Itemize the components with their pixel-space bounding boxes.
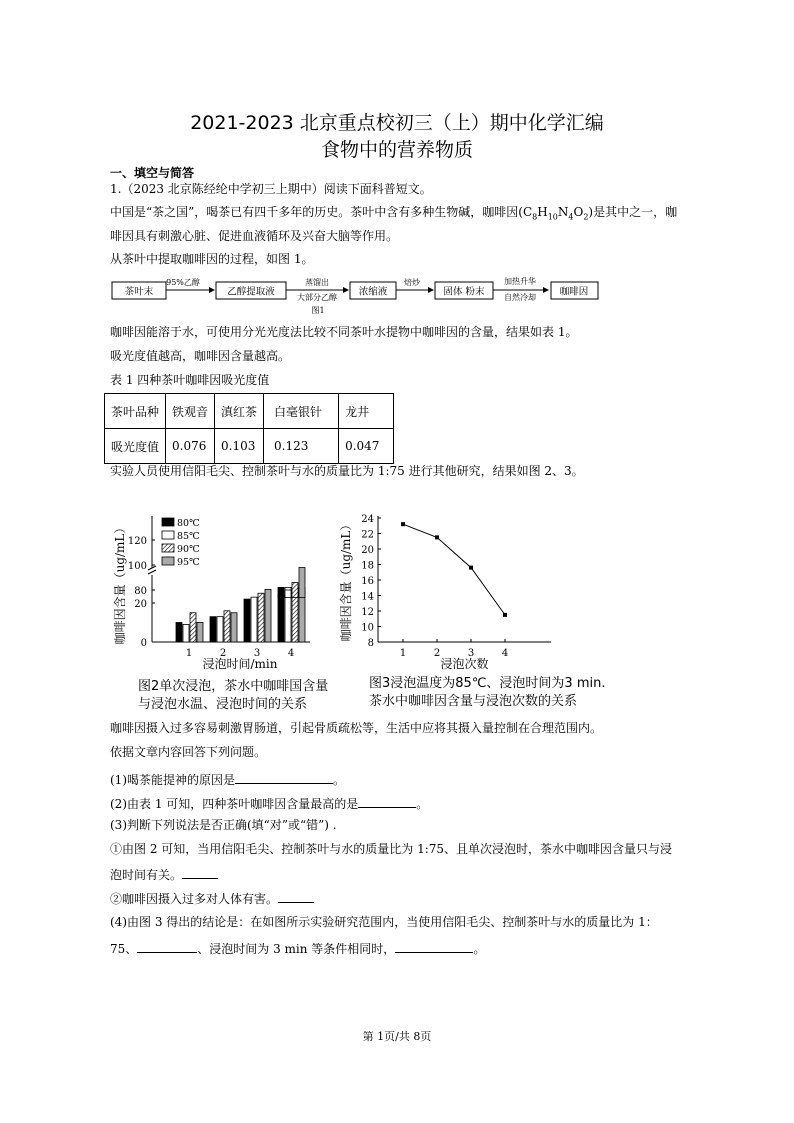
paragraph-1-line-1: 中国是“茶之国”，喝茶已有四千多年的历史。茶叶中含有多种生物碱，咖啡因$(C_8H_{10}N_4O_2)$是其中之一，咖 bbox=[110, 205, 678, 222]
bar bbox=[258, 593, 264, 642]
flow-arrow-2-top-label: 蒸馏出 bbox=[305, 278, 329, 287]
x-tick-label: 2 bbox=[433, 648, 441, 659]
bar bbox=[285, 590, 291, 598]
figure-2-caption-line-2: 与浸泡水温、浸泡时间的关系 bbox=[138, 697, 308, 712]
section-heading: 一、填空与简答 bbox=[110, 166, 195, 180]
table-caption: 表 1 四种茶叶咖啡因吸光度值 bbox=[110, 373, 270, 387]
table-cell: 0.047 bbox=[339, 429, 394, 464]
figure-2-bar-chart bbox=[110, 508, 320, 674]
flow-box-4-label: 固体 粉末 bbox=[443, 286, 485, 298]
flow-box-5-label: 咖啡因 bbox=[559, 286, 589, 298]
sub-question-3b: ②咖啡因摄入过多对人体有害。 bbox=[110, 890, 314, 906]
page-footer: 第 1页/共 8页 bbox=[362, 1030, 432, 1043]
y-tick-label: 80 bbox=[134, 586, 147, 597]
bar bbox=[183, 624, 189, 642]
sub-question-4-line-1: (4)由图 3 得出的结论是：在如图所示实验研究范围内，当使用信阳毛尖、控制茶叶与水的质量比为 1： bbox=[110, 915, 658, 929]
sub-question-3a-line-1: ①由图 2 可知，当用信阳毛尖、控制茶叶与水的质量比为 1:75、且单次浸泡时，茶水中咖啡因含量只与浸 bbox=[110, 842, 673, 856]
figure-3-caption-line-1: 图3浸泡温度为85℃、浸泡时间为3 min. bbox=[369, 676, 606, 691]
table-cell: 0.103 bbox=[215, 429, 264, 464]
y-tick-label: 20 bbox=[361, 545, 374, 556]
flow-arrow-2-bottom-label: 大部分乙醇 bbox=[297, 293, 337, 302]
question-intro: 1.（2023 北京陈经纶中学初三上期中）阅读下面科普短文。 bbox=[110, 182, 432, 196]
page-title: 2021-2023 北京重点校初三（上）期中化学汇编 bbox=[190, 112, 604, 134]
bar bbox=[292, 583, 298, 598]
sub-question-4-line-2: 75、 、浸泡时间为 3 min 等条件相同时， 。 bbox=[110, 942, 486, 956]
y-tick-label: 0 bbox=[140, 638, 147, 649]
paragraph-2: 从茶叶中提取咖啡因的过程，如图 1。 bbox=[110, 252, 314, 266]
data-point bbox=[469, 566, 473, 570]
paragraph-5: 实验人员使用信阳毛尖、控制茶叶与水的质量比为 1:75 进行其他研究，结果如图 2、3。 bbox=[110, 464, 584, 478]
bar bbox=[210, 617, 216, 642]
paragraph-1-line-2: 啡因具有刺激心脏、促进血液循环及兴奋大脑等作用。 bbox=[110, 229, 399, 243]
data-point bbox=[503, 613, 507, 617]
table-cell: 0.123 bbox=[264, 429, 339, 464]
flow-box-1-label: 茶叶末 bbox=[124, 286, 154, 298]
table-cell: 茶叶品种 bbox=[105, 394, 166, 429]
legend-label: 80℃ bbox=[177, 518, 200, 529]
table-cell: 滇红茶 bbox=[215, 394, 264, 429]
flow-arrow-4-top-label: 加热升华 bbox=[504, 277, 536, 286]
answer-blank-3b[interactable] bbox=[278, 890, 314, 903]
figure-3-line-chart bbox=[336, 508, 561, 674]
table-cell: 白毫银针 bbox=[264, 394, 339, 429]
sub-question-2: (2)由表 1 可知，四种茶叶咖啡因含量最高的是 。 bbox=[110, 797, 429, 811]
x-tick-label: 4 bbox=[287, 648, 295, 659]
figure-1-caption: 图1 bbox=[311, 306, 325, 315]
y-tick-label: 8 bbox=[367, 638, 374, 649]
x-tick-label: 2 bbox=[219, 648, 227, 659]
legend-swatch bbox=[162, 531, 174, 539]
flow-arrow-3-label: 焙炒 bbox=[404, 278, 420, 287]
legend-label: 85℃ bbox=[177, 531, 200, 542]
data-point bbox=[401, 522, 405, 526]
answer-blank-3a[interactable] bbox=[182, 866, 218, 879]
table-cell: 吸光度值 bbox=[105, 429, 166, 464]
y-axis-label: 咖啡因含量（ug/mL） bbox=[339, 518, 353, 642]
bar bbox=[251, 597, 257, 642]
bar bbox=[299, 568, 305, 598]
table-cell: 龙井 bbox=[339, 394, 394, 429]
answer-blank-2[interactable] bbox=[358, 795, 416, 808]
y-tick-label: 10 bbox=[361, 622, 374, 634]
x-axis-label: 浸泡次数 bbox=[440, 657, 489, 671]
x-tick-label: 3 bbox=[467, 648, 475, 659]
y-tick-label: 18 bbox=[361, 560, 374, 572]
flow-box-2-label: 乙醇提取液 bbox=[227, 286, 275, 298]
bar bbox=[217, 617, 223, 642]
figure-1-flow-diagram bbox=[108, 270, 608, 318]
x-tick-label: 3 bbox=[253, 648, 261, 659]
figure-2-caption-line-1: 图2单次浸泡，茶水中咖啡国含量 bbox=[138, 679, 329, 694]
paragraph-3: 咖啡因能溶于水，可使用分光光度法比较不同茶叶水提物中咖啡因的含量，结果如表 1。 bbox=[110, 325, 578, 339]
bar bbox=[244, 599, 250, 642]
paragraph-4: 吸光度值越高，咖啡因含量越高。 bbox=[110, 349, 291, 363]
legend-swatch bbox=[162, 518, 174, 526]
sub-question-3a-line-2: 泡时间有关。 bbox=[110, 866, 218, 882]
table-row bbox=[105, 394, 394, 429]
data-line bbox=[403, 524, 505, 615]
y-tick-label: 14 bbox=[361, 591, 374, 603]
legend-label: 90℃ bbox=[177, 544, 200, 555]
answer-blank-4b[interactable] bbox=[395, 940, 473, 953]
bar bbox=[176, 623, 182, 643]
table-row bbox=[105, 429, 394, 464]
sub-question-1: (1)喝茶能提神的原因是 。 bbox=[110, 773, 346, 787]
y-tick-label: 22 bbox=[361, 529, 374, 541]
bar bbox=[231, 613, 237, 642]
bar bbox=[265, 589, 271, 642]
bar bbox=[278, 595, 284, 598]
legend-swatch bbox=[162, 544, 174, 552]
page-subtitle: 食物中的营养物质 bbox=[320, 139, 473, 161]
data-point bbox=[435, 535, 439, 539]
table-cell: 铁观音 bbox=[166, 394, 215, 429]
flow-arrow-1-label: 95%乙醇 bbox=[166, 278, 200, 287]
y-tick-label: 20 bbox=[134, 599, 147, 610]
paragraph-7: 依据文章内容回答下列问题。 bbox=[110, 745, 267, 759]
y-tick-label: 100 bbox=[127, 561, 147, 572]
bar bbox=[190, 613, 196, 642]
answer-blank-4a[interactable] bbox=[137, 940, 197, 953]
absorbance-table bbox=[104, 393, 394, 464]
figure-3-caption-line-2: 茶水中咖啡因含量与浸泡次数的关系 bbox=[369, 694, 578, 709]
table-cell: 0.076 bbox=[166, 429, 215, 464]
bar bbox=[224, 611, 230, 642]
legend-label: 95℃ bbox=[177, 557, 200, 568]
flow-arrow-4-bottom-label: 自然冷却 bbox=[504, 293, 536, 302]
answer-blank-1[interactable] bbox=[235, 771, 333, 784]
y-tick-label: 120 bbox=[127, 536, 147, 547]
y-axis-label: 咖啡因含量（ug/mL） bbox=[113, 521, 127, 645]
legend-swatch bbox=[162, 557, 174, 565]
flow-box-3-label: 浓缩液 bbox=[358, 286, 388, 298]
y-tick-label: 12 bbox=[361, 607, 374, 618]
bar bbox=[197, 623, 203, 643]
x-axis-label: 浸泡时间/min bbox=[202, 657, 278, 671]
x-tick-label: 1 bbox=[399, 648, 407, 659]
y-tick-label: 16 bbox=[361, 576, 374, 587]
x-tick-label: 1 bbox=[185, 648, 193, 659]
paragraph-6: 咖啡因摄入过多容易刺激胃肠道，引起骨质疏松等，生活中应将其摄入量控制在合理范围内。 bbox=[110, 721, 603, 735]
x-tick-label: 4 bbox=[501, 648, 509, 659]
y-tick-label: 24 bbox=[361, 514, 374, 525]
sub-question-3: (3)判断下列说法是否正确(填“对”或“错”) . bbox=[110, 818, 337, 832]
